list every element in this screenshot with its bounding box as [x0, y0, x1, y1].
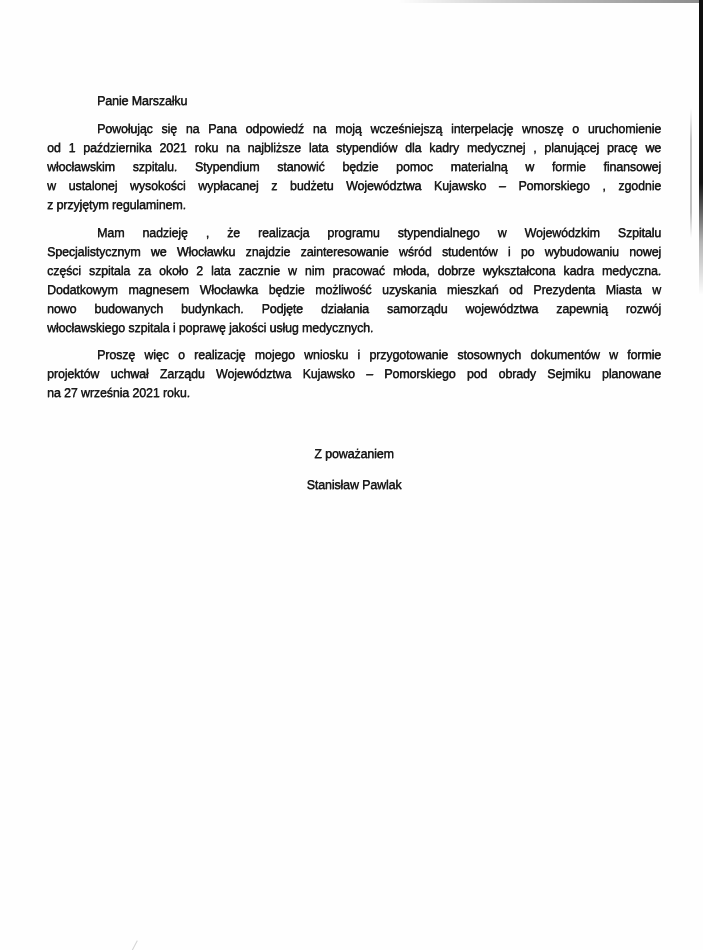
text-line: Specjalistycznym we Włocławku znajdzie zainteresowanie wśród studentów i po wybudowaniu nowej	[47, 245, 661, 259]
scan-artifact-right-edge-bar	[699, 0, 703, 295]
text-line: Powołując się na Pana odpowiedź na moją wcześniejszą interpelację wnoszę o uruchomienie	[97, 122, 661, 136]
text-line: włocławskim szpitalu. Stypendium stanowić będzie pomoc materialną w formie finansowej	[47, 160, 661, 174]
text-line: na 27 września 2021 roku.	[47, 386, 190, 400]
text-line: włocławskiego szpitala i poprawę jakości usług medycznych.	[47, 321, 374, 335]
text-line: w ustalonej wysokości wypłacanej z budżetu Województwa Kujawsko – Pomorskiego , zgodnie	[47, 179, 661, 193]
closing-phrase: Z poważaniem	[314, 447, 394, 461]
scan-artifact-page-edge-line	[690, 108, 692, 238]
text-line: Proszę więc o realizację mojego wniosku i przygotowanie stosownych dokumentów w formie	[97, 348, 661, 362]
text-line: z przyjętym regulaminem.	[47, 198, 186, 212]
text-line: projektów uchwał Zarządu Województwa Kujawsko – Pomorskiego pod obrady Sejmiku planowane	[47, 367, 661, 381]
scan-artifact-top-line	[398, 0, 703, 3]
text-line: części szpitala za około 2 lata zacznie w nim pracować młoda, dobrze wykształcona kadra medyczna.	[47, 264, 661, 278]
paragraph-program-hopes	[47, 224, 661, 338]
paragraph-closing-request	[47, 346, 661, 403]
paragraph-scholarship-request	[47, 120, 661, 215]
salutation: Panie Marszałku	[97, 94, 188, 108]
text-line: nowo budowanych budynkach. Podjęte działania samorządu województwa zapewnią rozwój	[47, 302, 661, 316]
text-line: od 1 października 2021 roku na najbliższe lata stypendiów dla kadry medycznej , planującej pracę we	[47, 141, 661, 155]
scan-artifact-scratch	[131, 940, 138, 950]
signature-name: Stanisław Pawlak	[306, 478, 402, 492]
text-line: Dodatkowym magnesem Włocławka będzie możliwość uzyskania mieszkań od Prezydenta Miasta w	[47, 283, 661, 297]
text-line: Mam nadzieję , że realizacja programu stypendialnego w Wojewódzkim Szpitalu	[97, 226, 661, 240]
